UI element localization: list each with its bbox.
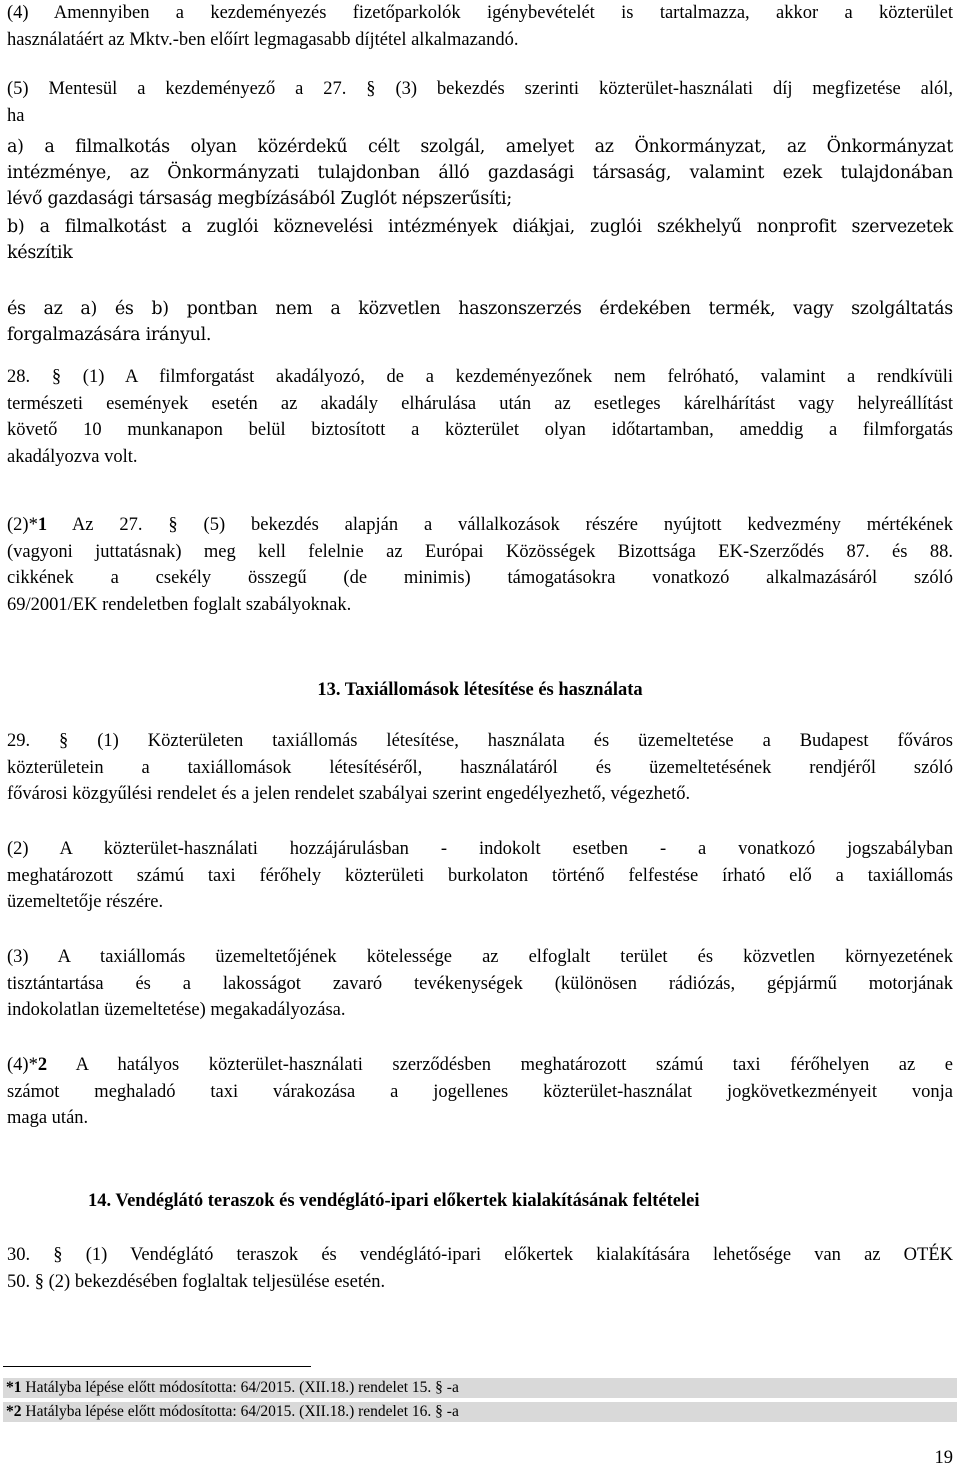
footnote-text: Hatályba lépése előtt módosította: 64/2015. (XII.18.) rendelet 15. § -a [21,1379,459,1396]
text-line: forgalmazására irányul. [7,325,212,345]
point-a [7,134,953,212]
text-line: ha [7,105,25,126]
footnotes [3,1378,957,1426]
text-line: cikkének a csekély összegű (de minimis) támogatásokra vonatkozó alkalmazásáról szóló [7,568,953,588]
page-number: 19 [934,1448,953,1468]
text-line: 69/2001/EK rendeletben foglalt szabályoknak. [7,594,352,615]
text-line: 28. § (1) A filmforgatást akadályozó, de a kezdeményezőnek nem felróható, valamint a rendkívüli [7,367,953,387]
section-28-2 [7,512,953,618]
text-line: tisztántartása és a lakosságot zavaró tevékenységek (különösen rádiózás, gépjármű motorjának [7,973,953,994]
text-line: használatáért az Mktv.-ben előírt legmagasabb díjtétel alkalmazandó. [7,29,519,50]
text-line: és az a) és b) pontban nem a közvetlen haszonszerzés érdekében termék, vagy szolgáltatás [7,299,953,319]
paragraph-4 [7,0,953,53]
paragraph-prefix: (4)* [7,1055,38,1075]
text-line: követő 10 munkanapon belül biztosított a közterület olyan időtartamban, ameddig a filmforgatás [7,420,953,440]
text-line: maga után. [7,1108,89,1128]
text-line: intézménye, az Önkormányzati tulajdonban álló gazdasági társaság, valamint ezek tulajdonában [7,163,953,183]
section-30 [7,1242,953,1295]
point-ab-closing [7,296,953,348]
text-line [7,1052,953,1079]
section-28-1 [7,364,953,470]
text-line: indokolatlan üzemeltetése) megakadályozása. [7,1000,346,1020]
text-line: üzemeltetője részére. [7,892,164,912]
text-line: (3) A taxiállomás üzemeltetőjének kötelessége az elfoglalt terület és közvetlen környezetének [7,947,953,967]
text-line: (vagyoni juttatásnak) meg kell felelnie az Európai Közösségek Bizottsága EK-Szerződés 87. és 88. [7,541,953,562]
text-line: készítik [7,243,73,263]
text-line: (4) Amennyiben a kezdeményezés fizetőparkolók igénybevételét is tartalmazza, akkor a közterület [7,3,953,23]
line-text: A hatályos közterület-használati szerződésben meghatározott számú taxi férőhelyen az e [47,1055,953,1075]
text-line: közterületein a taxiállomások létesítéséről, használatáról és üzemeltetésének rendjéről szóló [7,757,953,778]
footnote-2 [3,1402,957,1422]
text-line: a) a filmalkotás olyan közérdekű célt szolgál, amelyet az Önkormányzat, az Önkormányzat [7,137,953,157]
footnote-separator [3,1366,311,1367]
text-line: fővárosi közgyűlési rendelet és a jelen rendelet szabályai szerint engedélyezhető, végezhető. [7,784,691,804]
text-line: 50. § (2) bekezdésében foglaltak teljesülése esetén. [7,1271,386,1292]
section-heading-13: 13. Taxiállomások létesítése és használata [317,680,643,700]
text-line: természeti események esetén az akadály elhárulása után az esetleges kárelhárítást vagy helyreállítást [7,393,953,414]
text-line: (2) A közterület-használati hozzájárulásban - indokolt esetben - a vonatkozó jogszabályban [7,839,953,859]
section-29-4 [7,1052,953,1132]
text-line: meghatározott számú taxi férőhely közterületi burkolaton történő felfestése írható elő a taxiállomás [7,865,953,886]
footnote-marker: 1 [37,515,48,535]
section-29-1 [7,728,953,808]
line-text: Az 27. § (5) bekezdés alapján a vállalkozások részére nyújtott kedvezmény mértékének [47,515,953,535]
text-line: lévő gazdasági társaság megbízásából Zuglót népszerűsíti; [7,189,512,209]
text-line: akadályozva volt. [7,446,138,467]
text-line [7,512,953,539]
text-line: b) a filmalkotást a zuglói köznevelési intézmények diákjai, zuglói székhelyű nonprofit szervezetek [7,217,953,237]
footnote-marker: *2 [6,1403,22,1420]
footnote-marker: 2 [37,1055,48,1075]
section-29-2 [7,836,953,916]
text-line: (5) Mentesül a kezdeményező a 27. § (3) bekezdés szerinti közterület-használati díj megfizetése alól, [7,79,953,99]
section-heading-14: 14. Vendéglátó teraszok és vendéglátó-ipari előkertek kialakításának feltételei [88,1191,700,1211]
section-29-3 [7,944,953,1024]
text-line: 30. § (1) Vendéglátó teraszok és vendéglátó-ipari előkertek kialakítására lehetősége van az OTÉK [7,1245,953,1265]
footnote-text: Hatályba lépése előtt módosította: 64/2015. (XII.18.) rendelet 16. § -a [21,1403,459,1420]
footnote-1 [3,1378,957,1398]
point-b [7,214,953,266]
footnote-marker: *1 [6,1379,22,1396]
text-line: 29. § (1) Közterületen taxiállomás létesítése, használata és üzemeltetése a Budapest főváros [7,731,953,751]
text-line: számot meghaladó taxi várakozása a jogellenes közterület-használat jogkövetkezményeit vonja [7,1081,953,1102]
paragraph-prefix: (2)* [7,515,38,535]
paragraph-5 [7,76,953,129]
